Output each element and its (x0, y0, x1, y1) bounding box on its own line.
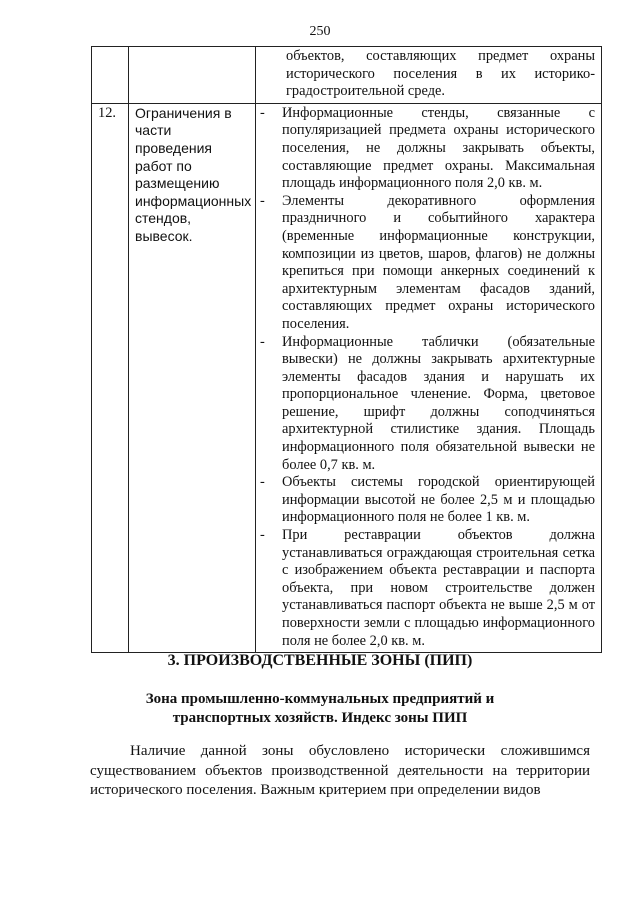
bullet-marker: - (260, 333, 265, 350)
row-title: Ограничения в части проведения работ по размещению информационных стендов, вывесок. (129, 103, 256, 652)
list-item (260, 193, 595, 334)
bullet-marker: - (260, 474, 265, 491)
list-item (260, 474, 595, 527)
bullet-marker: - (260, 527, 265, 544)
list-item (260, 334, 595, 475)
row-number: 12. (92, 103, 129, 652)
regulations-table (91, 46, 602, 653)
table-row-continuation (92, 47, 602, 104)
page-number: 250 (309, 24, 331, 39)
bullet-marker: - (260, 104, 265, 121)
list-item-text: При реставрации объектов должна устанавливаться ограждающая строительная сетка с изображением объекта реставрации и паспорта объекта, при новом строительстве должен устанавливаться паспорт объекта не выше 2,5 м от поверхности земли с площадью информационного поля не более 2,0 кв. м. (282, 527, 595, 649)
list-item (260, 527, 595, 650)
section-heading: 3. ПРОИЗВОДСТВЕННЫЕ ЗОНЫ (ПИП) (167, 652, 473, 669)
list-item-text: Информационные таблички (обязательные вывески) не должны закрывать архитектурные элементы фасадов здания и нарушать их пропорциональное членение. Форма, цветовое решение, шрифт должны соподчиняться архитектурной стилистике здания. Площадь информационного поля обязательной вывески не более 0,7 кв. м. (282, 333, 595, 473)
list-item-text: Элементы декоративного оформления праздничного и событийного характера (временные информационные конструкции, композиции из цветов, шаров, флагов) не должны крепиться при помощи анкерных соединений к архитектурным элементам фасадов зданий, составляющих предмет охраны исторического поселения. (282, 192, 595, 332)
table-row (92, 103, 602, 652)
table-cell-empty (92, 47, 129, 104)
list-item-text: Объекты системы городской ориентирующей информации высотой не более 2,5 м и площадью информационного поля не более 1 кв. м. (282, 474, 595, 526)
list-item-text: Информационные стенды, связанные с популяризацией предмета охраны исторического поселения, не должны закрывать объекты, составляющие предмет охраны. Максимальная площадь информационного поля 2,0 кв. м. (282, 104, 595, 192)
table-cell-text (256, 47, 602, 104)
row-requirements (256, 103, 602, 652)
table-cell-empty (129, 47, 256, 104)
zone-heading: Зона промышленно-коммунальных предприятий и транспортных хозяйств. Индекс зоны ПИП (145, 691, 495, 726)
bullet-marker: - (260, 192, 265, 209)
continuation-text: объектов, составляющих предмет охраны исторического поселения в их историко-градостроительной среде. (286, 48, 595, 100)
list-item (260, 105, 595, 193)
body-paragraph: Наличие данной зоны обусловлено исторически сложившимся существованием объектов производственной деятельности на территории исторического поселения. Важным критерием при определении видов (90, 743, 590, 798)
